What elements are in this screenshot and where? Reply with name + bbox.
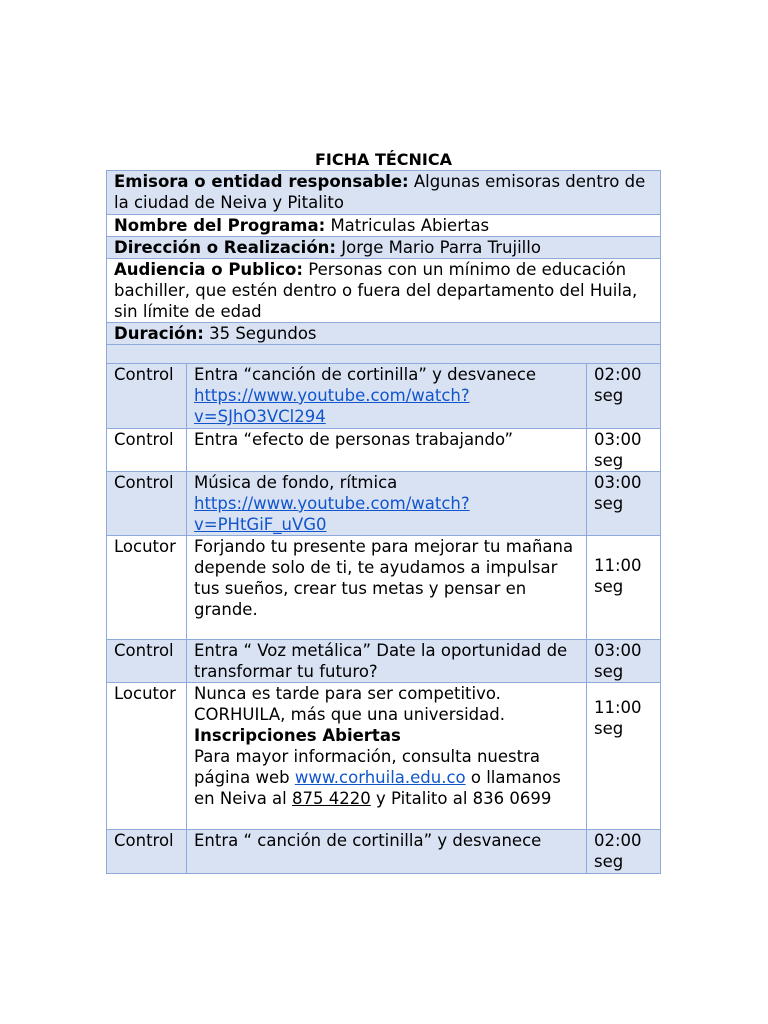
action-text: Nunca es tarde para ser competitivo. CORHUILA, más que una universidad. xyxy=(194,684,505,724)
action-text: Entra “ canción de cortinilla” y desvanece xyxy=(187,830,587,874)
script-row xyxy=(107,429,661,472)
role-cell: Control xyxy=(107,364,187,429)
role-cell: Control xyxy=(107,472,187,536)
value-emisora: Algunas emisoras dentro de la ciudad de Neiva y Pitalito xyxy=(114,172,646,212)
time-cell: 02:00 seg xyxy=(587,830,661,874)
script-row xyxy=(107,683,661,830)
info-text: y Pitalito al 836 0699 xyxy=(370,789,552,808)
info-row-audiencia xyxy=(107,259,661,323)
time-cell: 02:00 seg xyxy=(587,364,661,429)
value-direccion: Jorge Mario Parra Trujillo xyxy=(336,238,541,257)
value-audiencia: Personas con un mínimo de educación bachiller, que estén dentro o fuera del departamento del Huila, sin límite de edad xyxy=(114,260,638,321)
page-title: FICHA TÉCNICA xyxy=(314,150,453,169)
youtube-link[interactable]: https://www.youtube.com/watch?v=PHtGiF_uVG0 xyxy=(194,494,470,534)
label-emisora: Emisora o entidad responsable: xyxy=(114,172,409,191)
script-row xyxy=(107,472,661,536)
value-programa: Matriculas Abiertas xyxy=(325,216,490,235)
action-text: Entra “canción de cortinilla” y desvanece xyxy=(194,365,537,384)
info-row-empty xyxy=(107,345,661,365)
time-cell: 03:00 seg xyxy=(587,429,661,472)
role-cell: Control xyxy=(107,429,187,472)
label-programa: Nombre del Programa: xyxy=(114,216,326,235)
script-row xyxy=(107,536,661,640)
info-row-emisora xyxy=(107,171,661,215)
youtube-link[interactable]: https://www.youtube.com/watch?v=SJhO3VCl294 xyxy=(194,386,470,426)
role-cell: Control xyxy=(107,830,187,874)
info-text: o llamanos en Neiva al xyxy=(194,768,561,808)
action-text: Entra “efecto de personas trabajando” xyxy=(187,429,587,472)
script-row xyxy=(107,830,661,874)
role-cell: Locutor xyxy=(107,683,187,830)
info-table xyxy=(106,170,661,365)
info-row-programa xyxy=(107,215,661,237)
role-cell: Locutor xyxy=(107,536,187,640)
script-row xyxy=(107,364,661,429)
time-cell: 11:00 seg xyxy=(587,683,661,830)
info-row-direccion xyxy=(107,237,661,259)
label-audiencia: Audiencia o Publico: xyxy=(114,260,303,279)
value-duracion: 35 Segundos xyxy=(203,324,317,343)
action-text: Forjando tu presente para mejorar tu mañana depende solo de ti, te ayudamos a impulsar tus sueños, crear tus metas y pensar en grande. xyxy=(187,536,587,640)
role-cell: Control xyxy=(107,640,187,683)
time-cell: 03:00 seg xyxy=(587,472,661,536)
info-row-duracion xyxy=(107,323,661,345)
inscripciones-heading: Inscripciones Abiertas xyxy=(194,726,401,745)
action-text: Música de fondo, rítmica xyxy=(194,473,398,492)
label-direccion: Dirección o Realización: xyxy=(114,238,337,257)
phone-neiva: 875 4220 xyxy=(292,789,371,808)
script-table xyxy=(106,363,661,874)
website-link[interactable]: www.corhuila.edu.co xyxy=(294,768,466,787)
time-cell: 03:00 seg xyxy=(587,640,661,683)
time-cell: 11:00 seg xyxy=(587,536,661,640)
script-row xyxy=(107,640,661,683)
action-text: Entra “ Voz metálica” Date la oportunidad de transformar tu futuro? xyxy=(187,640,587,683)
label-duracion: Duración: xyxy=(114,324,204,343)
info-text: Para mayor información, consulta nuestra página web xyxy=(194,747,540,787)
